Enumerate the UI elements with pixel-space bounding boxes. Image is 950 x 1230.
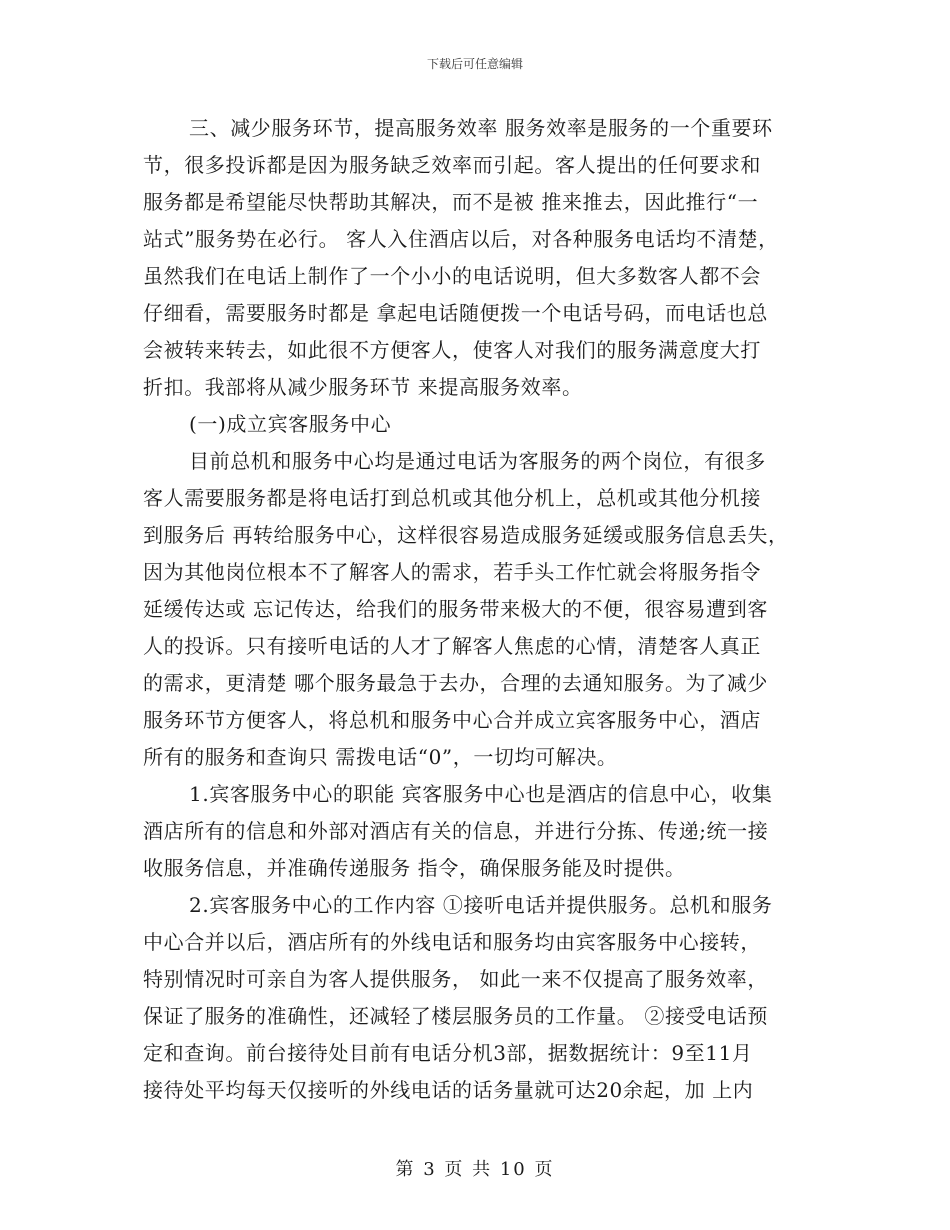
text-line: 所有的服务和查询只 需拨电话“0”，一切均可解决。 — [143, 745, 618, 769]
page-header: 下载后可任意编辑 — [426, 57, 523, 71]
text-line: 到服务后 再转给服务中心，这样很容易造成服务延缓或服务信息丢失， — [143, 523, 789, 547]
text-line: 折扣。我部将从减少服务环节 来提高服务效率。 — [143, 375, 583, 399]
text-line: 接待处平均每天仅接听的外线电话的话务量就可达20余起，加 上内 — [143, 1078, 754, 1102]
text-line: 酒店所有的信息和外部对酒店有关的信息，并进行分拣、传递;统一接 — [143, 819, 769, 843]
text-line: 中心合并以后，酒店所有的外线电话和服务均由宾客服务中心接转， — [143, 930, 761, 954]
text-line: 2.宾客服务中心的工作内容 ①接听电话并提供服务。总机和服务 — [189, 893, 773, 917]
text-line: 仔细看，需要服务时都是 拿起电话随便拨一个电话号码，而电话也总 — [143, 301, 768, 325]
text-line: 目前总机和服务中心均是通过电话为客服务的两个岗位，有很多 — [189, 449, 766, 473]
text-line: 1.宾客服务中心的职能 宾客服务中心也是酒店的信息中心，收集 — [189, 782, 773, 806]
text-line: (一)成立宾客服务中心 — [189, 412, 392, 436]
text-line: 延缓传达或 忘记传达，给我们的服务带来极大的不便，很容易遭到客 — [143, 597, 768, 621]
text-line: 的需求，更清楚 哪个服务最急于去办，合理的去通知服务。为了减少 — [143, 671, 768, 695]
text-line: 客人需要服务都是将电话打到总机或其他分机上，总机或其他分机接 — [143, 486, 761, 510]
text-line: 人的投诉。只有接听电话的人才了解客人焦虑的心情，清楚客人真正 — [143, 634, 761, 658]
text-line: 会被转来转去，如此很不方便客人，使客人对我们的服务满意度大打 — [143, 338, 761, 362]
text-line: 服务环节方便客人，将总机和服务中心合并成立宾客服务中心，酒店 — [143, 708, 761, 732]
text-line: 定和查询。前台接待处目前有电话分机3部，据数据统计：9至11月 — [143, 1041, 753, 1065]
page-number-footer: 第 3 页 共 10 页 — [395, 1159, 555, 1180]
text-line: 三、减少服务环节，提高服务效率 服务效率是服务的一个重要环 — [189, 116, 773, 140]
text-line: 特别情况时可亲自为客人提供服务， 如此一来不仅提高了服务效率， — [143, 967, 768, 991]
text-line: 服务都是希望能尽快帮助其解决，而不是被 推来推去，因此推行“一 — [143, 190, 759, 214]
text-line: 节，很多投诉都是因为服务缺乏效率而引起。客人提出的任何要求和 — [143, 153, 761, 177]
document-body — [143, 110, 813, 1109]
text-line: 保证了服务的准确性，还减轻了楼层服务员的工作量。 ②接受电话预 — [143, 1004, 768, 1028]
text-line: 站式”服务势在必行。 客人入住酒店以后，对各种服务电话均不清楚， — [143, 227, 779, 251]
text-line: 因为其他岗位根本不了解客人的需求，若手头工作忙就会将服务指令 — [143, 560, 761, 584]
text-line: 收服务信息，并准确传递服务 指令，确保服务能及时提供。 — [143, 856, 686, 880]
text-line: 虽然我们在电话上制作了一个小小的电话说明，但大多数客人都不会 — [143, 264, 761, 288]
